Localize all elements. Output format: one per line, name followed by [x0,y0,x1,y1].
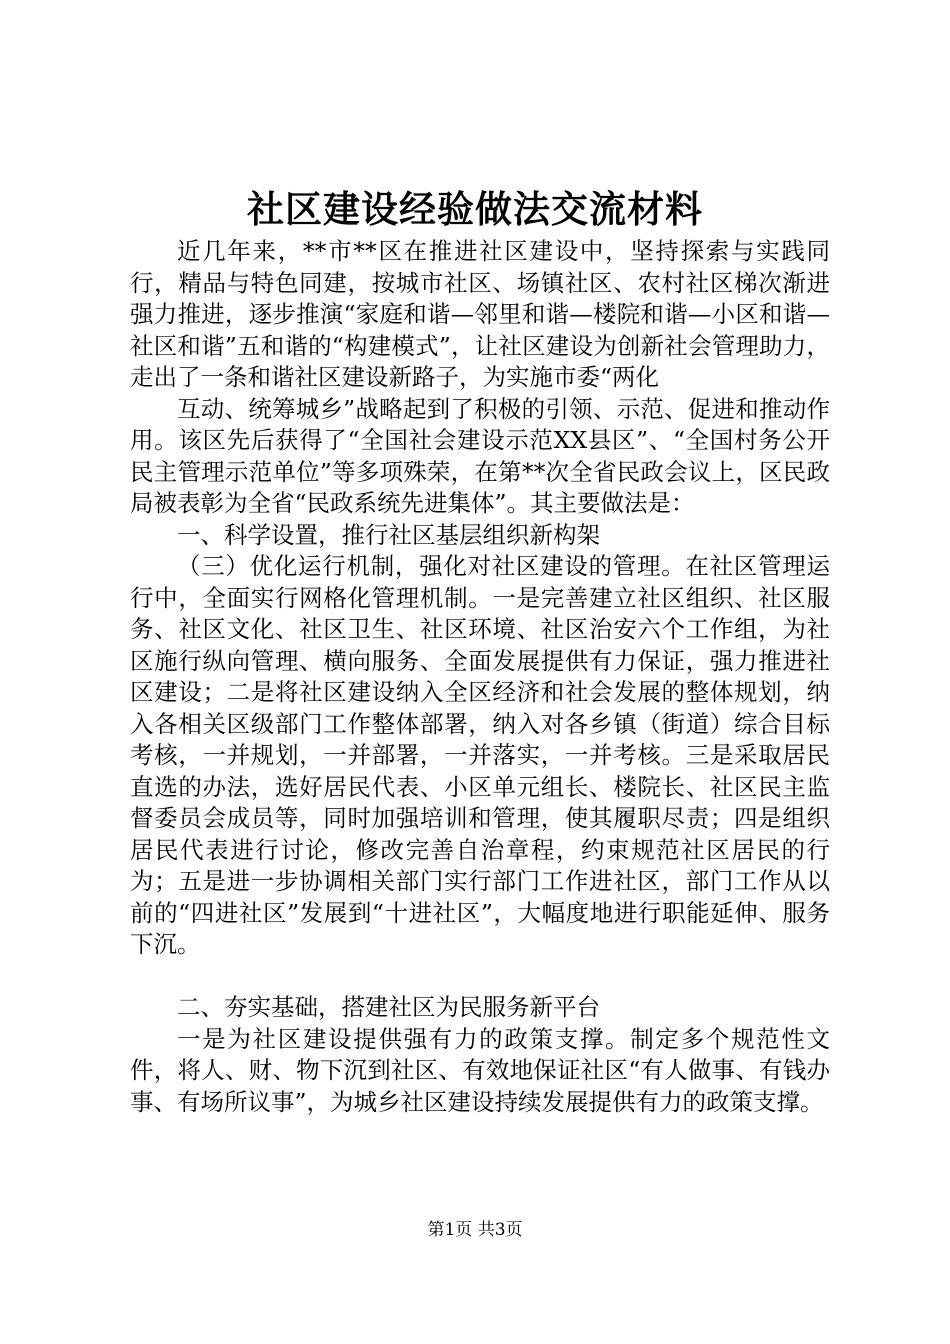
paragraph-policy: 一是为社区建设提供强有力的政策支撑。制定多个规范性文件，将人、财、物下沉到社区、有效地保证社区“有人做事、有钱办事、有场所议事”，为城乡社区建设持续发展提供有力的政策支撑。 [130,1024,830,1116]
section-heading-2: 二、夯实基础，搭建社区为民服务新平台 [177,993,600,1021]
document-title: 社区建设经验做法交流材料 [247,187,703,231]
document-body [130,236,830,1118]
paragraph-achievements: 互动、统筹城乡”战略起到了积极的引领、示范、促进和推动作用。该区先后获得了“全国社会建设示范XX县区”、“全国村务公开民主管理示范单位”等多项殊荣，在第**次全省民政会议上，区民政局被表彰为全省“民政系统先进集体”。其主要做法是： [130,394,830,517]
paragraph-mechanism: （三）优化运行机制，强化对社区建设的管理。在社区管理运行中，全面实行网格化管理机制。一是完善建立社区组织、社区服务、社区文化、社区卫生、社区环境、社区治安六个工作组，为社区施行纵向管理、横向服务、全面发展提供有力保证，强力推进社区建设；二是将社区建设纳入全区经济和社会发展的整体规划，纳入各相关区级部门工作整体部署，纳入对各乡镇（街道）综合目标考核，一并规划，一并部署，一并落实，一并考核。三是采取居民直选的办法，选好居民代表、小区单元组长、楼院长、社区民主监督委员会成员等，同时加强培训和管理，使其履职尽责；四是组织居民代表进行讨论，修改完善自治章程，约束规范社区居民的行为；五是进一步协调相关部门实行部门工作进社区，部门工作从以前的“四进社区”发展到“十进社区”，大幅度地进行职能延伸、服务下沉。 [130,552,830,958]
paragraph-intro: 近几年来，**市**区在推进社区建设中，坚持探索与实践同行，精品与特色同建，按城市社区、场镇社区、农村社区梯次渐进强力推进，逐步推演“家庭和谐—邻里和谐—楼院和谐—小区和谐—社区和谐”五和谐的“构建模式”，让社区建设为创新社会管理助力，走出了一条和谐社区建设新路子，为实施市委“两化 [130,237,830,391]
section-heading-1: 一、科学设置，推行社区基层组织新构架 [177,520,600,549]
page-footer: 第1页 共3页 [427,1220,523,1240]
